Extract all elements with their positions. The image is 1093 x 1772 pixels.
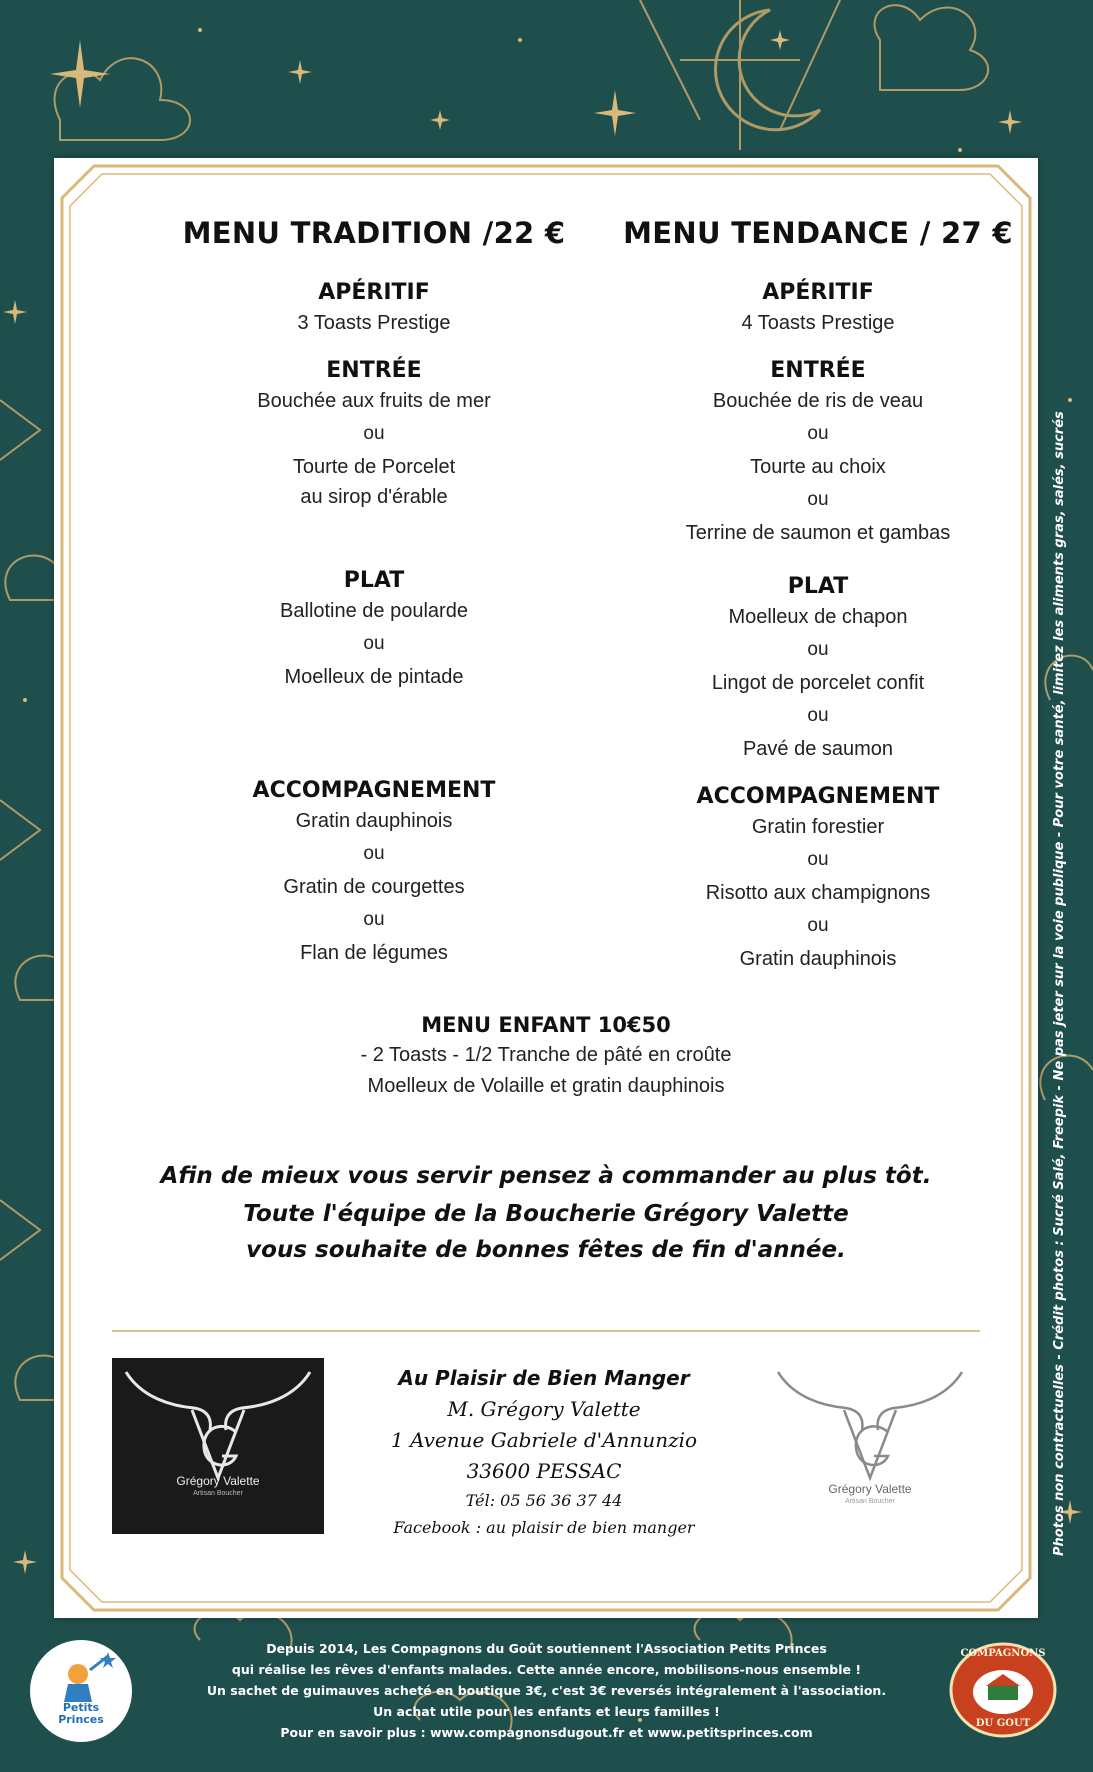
closing-line: Toute l'équipe de la Boucherie Grégory Valette	[243, 1201, 849, 1227]
plat-option: Moelleux de pintade	[284, 666, 464, 688]
compagnons-du-gout-logo	[948, 1640, 1058, 1740]
logo-name: Grégory Valette	[828, 1482, 912, 1496]
entree-heading: ENTRÉE	[326, 358, 422, 383]
entree-option: Tourte au choix	[750, 456, 886, 478]
entree-section	[598, 356, 1038, 548]
side-option: Gratin forestier	[751, 816, 885, 838]
entree-section	[154, 356, 594, 512]
accompagnement-section	[598, 782, 1038, 974]
little-prince-icon	[30, 1640, 132, 1742]
logo-name: Grégory Valette	[176, 1474, 260, 1488]
closing-message	[54, 1158, 1038, 1268]
accompagnement-heading: ACCOMPAGNEMENT	[252, 778, 496, 803]
plat-heading: PLAT	[787, 574, 849, 599]
menu-tradition	[154, 216, 594, 968]
plat-option: Lingot de porcelet confit	[711, 672, 925, 694]
aperitif-heading: APÉRITIF	[318, 280, 430, 305]
logo-subtitle: Artisan Boucher	[193, 1490, 243, 1497]
photo-credit: Photos non contractuelles - Crédit photos : Sucré Salé, Freepik - Ne pas jeter sur la voie publique - Pour votre santé, limitez les aliments gras, salés, sucrés	[1052, 411, 1067, 1556]
aperitif-section	[154, 278, 594, 338]
butcher-logo-dark	[112, 1358, 324, 1534]
plat-section	[154, 566, 594, 692]
entree-option: Bouchée aux fruits de mer	[257, 390, 491, 412]
horns-icon	[764, 1358, 976, 1534]
side-option: Gratin dauphinois	[295, 810, 453, 832]
plat-option: Ballotine de poularde	[280, 600, 468, 622]
footer-line: qui réalise les rêves d'enfants malades. Cette année encore, mobilisons-nous ensemble !	[231, 1662, 862, 1677]
or-separator: ou	[363, 843, 385, 864]
side-option: Risotto aux champignons	[705, 882, 931, 904]
plat-heading: PLAT	[343, 568, 405, 593]
or-separator: ou	[807, 915, 829, 936]
menu-tendance-title: MENU TENDANCE / 27 €	[623, 216, 1013, 250]
city: 33600 PESSAC	[466, 1459, 622, 1483]
footer-line: Un achat utile pour les enfants et leurs familles !	[373, 1704, 720, 1719]
closing-line: vous souhaite de bonnes fêtes de fin d'année.	[246, 1237, 846, 1263]
footer-charity-text	[150, 1638, 943, 1743]
accompagnement-heading: ACCOMPAGNEMENT	[696, 784, 940, 809]
footer-line: Pour en savoir plus : www.compagnonsdugout.fr et www.petitsprinces.com	[280, 1725, 813, 1740]
side-option: Gratin dauphinois	[739, 948, 897, 970]
menu-tendance	[598, 216, 1038, 974]
phone: Tél: 05 56 36 37 44	[465, 1491, 623, 1510]
aperitif-item: 4 Toasts Prestige	[741, 312, 895, 334]
owner-name: M. Grégory Valette	[447, 1397, 641, 1421]
horns-icon	[112, 1358, 324, 1534]
or-separator: ou	[807, 423, 829, 444]
street-address: 1 Avenue Gabriele d'Annunzio	[390, 1428, 698, 1452]
side-option: Gratin de courgettes	[283, 876, 465, 898]
entree-option: Terrine de saumon et gambas	[685, 522, 951, 544]
or-separator: ou	[363, 909, 385, 930]
or-separator: ou	[807, 705, 829, 726]
aperitif-item: 3 Toasts Prestige	[297, 312, 451, 334]
entree-option: Tourte de Porcelet	[292, 456, 456, 478]
petits-princes-text: Princes	[58, 1713, 104, 1726]
aperitif-section	[598, 278, 1038, 338]
butcher-logo-light	[764, 1358, 976, 1534]
menu-tradition-title: MENU TRADITION /22 €	[182, 216, 566, 250]
menu-card	[54, 158, 1038, 1618]
or-separator: ou	[807, 639, 829, 660]
kids-menu-line: - 2 Toasts - 1/2 Tranche de pâté en croûte	[360, 1044, 732, 1066]
divider	[112, 1330, 980, 1332]
footer-line: Depuis 2014, Les Compagnons du Goût soutiennent l'Association Petits Princes	[266, 1641, 827, 1656]
accompagnement-section	[154, 776, 594, 968]
compagnons-text: DU GOUT	[975, 1718, 1031, 1729]
entree-option: Bouchée de ris de veau	[712, 390, 924, 412]
or-separator: ou	[807, 489, 829, 510]
shop-name: Au Plaisir de Bien Manger	[398, 1366, 690, 1390]
plat-option: Pavé de saumon	[742, 738, 894, 760]
or-separator: ou	[363, 423, 385, 444]
or-separator: ou	[807, 849, 829, 870]
shop-address	[354, 1362, 734, 1541]
entree-option: au sirop d'érable	[300, 486, 448, 508]
footer-line: Un sachet de guimauves acheté en boutique 3€, c'est 3€ reversés intégralement à l'association.	[206, 1683, 887, 1698]
closing-line: Afin de mieux vous servir pensez à commander au plus tôt.	[160, 1163, 932, 1189]
petits-princes-text: Petits	[62, 1701, 100, 1714]
compagnons-text: COMPAGNONS	[960, 1648, 1046, 1659]
kids-menu	[54, 1010, 1038, 1102]
facebook: Facebook : au plaisir de bien manger	[393, 1518, 695, 1537]
or-separator: ou	[363, 633, 385, 654]
plat-option: Moelleux de chapon	[728, 606, 908, 628]
entree-heading: ENTRÉE	[770, 358, 866, 383]
logo-subtitle: Artisan Boucher	[845, 1498, 895, 1505]
side-option: Flan de légumes	[300, 942, 448, 964]
petits-princes-logo	[30, 1640, 132, 1742]
plat-section	[598, 572, 1038, 764]
aperitif-heading: APÉRITIF	[762, 280, 874, 305]
kids-menu-title: MENU ENFANT 10€50	[421, 1013, 671, 1037]
kids-menu-line: Moelleux de Volaille et gratin dauphinois	[367, 1075, 725, 1097]
